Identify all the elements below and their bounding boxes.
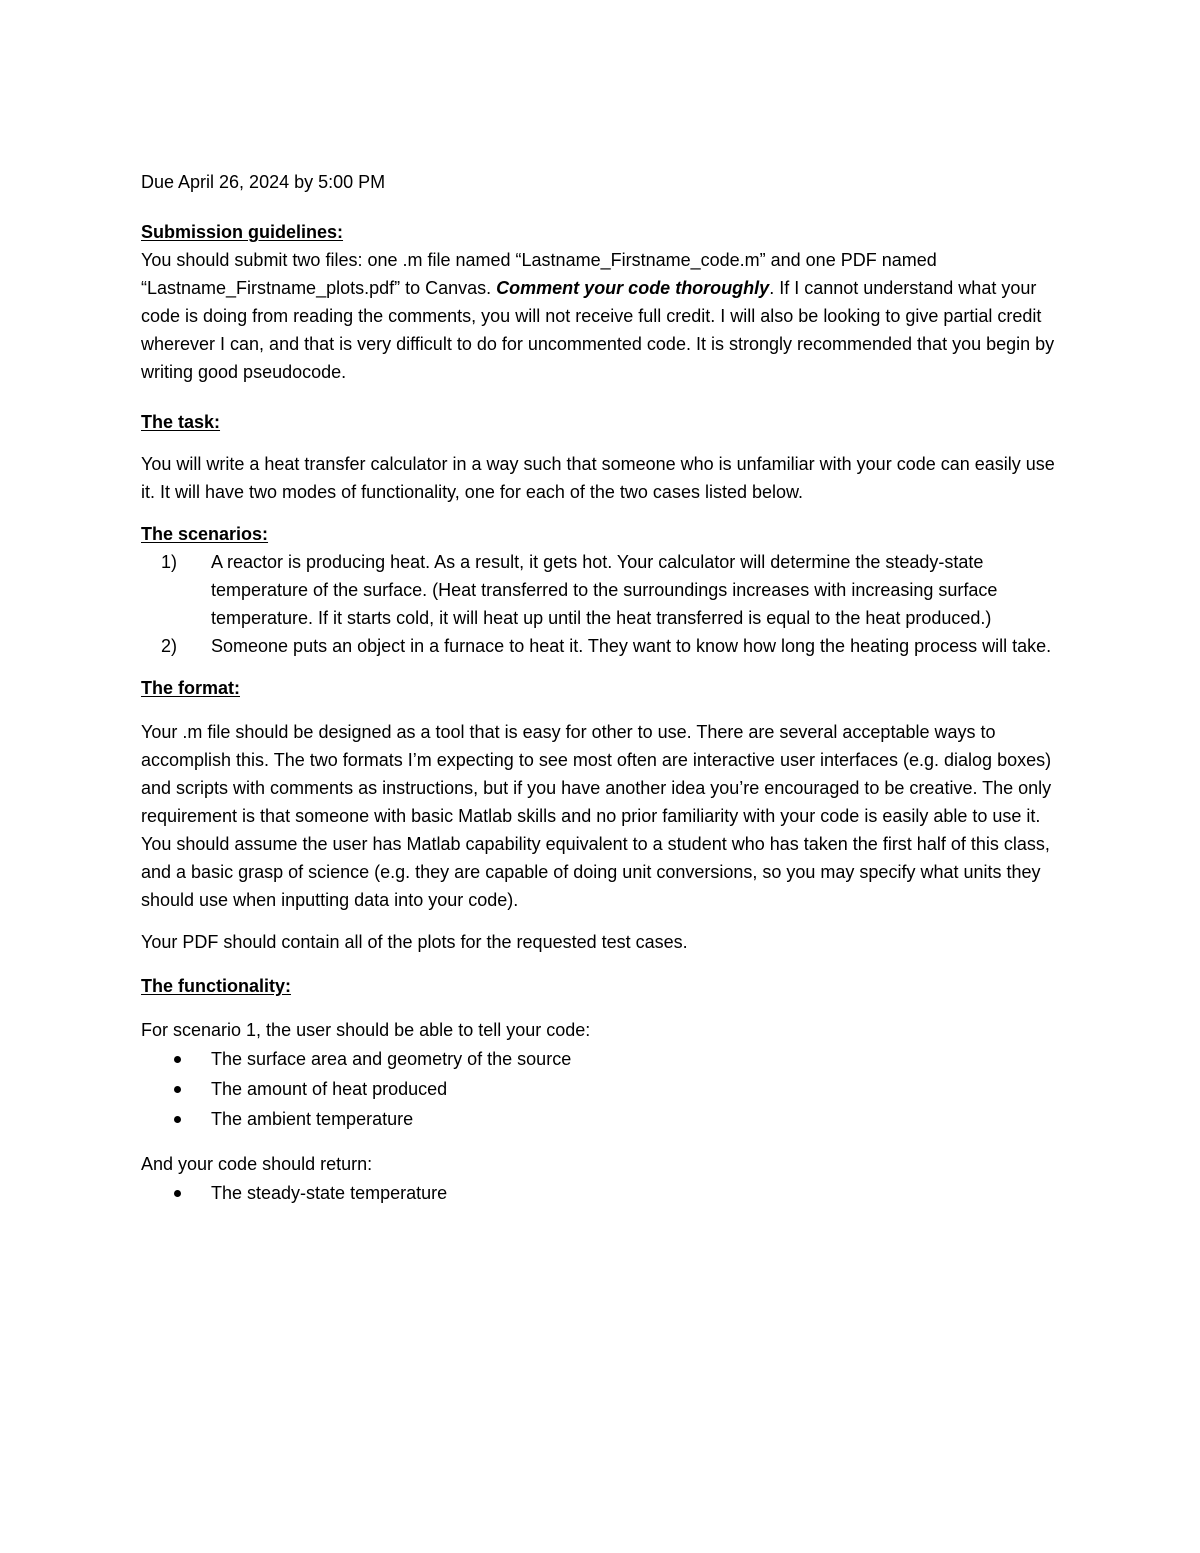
list-item [141, 1178, 1066, 1208]
bullet-icon [174, 1116, 181, 1123]
functionality-intro: For scenario 1, the user should be able to tell your code: [141, 1020, 591, 1040]
scenarios-heading: The scenarios: [141, 524, 269, 544]
list-item [141, 1044, 1066, 1074]
scenario-number: 1) [161, 552, 178, 572]
return-intro: And your code should return: [141, 1154, 373, 1174]
submission-text-end: . If I cannot understand what your code is doing from reading the comments, you will not receive full credit. I will also be looking to give partial credit wherever I can, and that is very difficult to do for uncommented code. It is strongly recommended that you begin by writing good pseudocode. [141, 278, 1055, 382]
list-item-text: The surface area and geometry of the source [211, 1049, 572, 1069]
bullet-icon [174, 1190, 181, 1197]
list-item-text: The amount of heat produced [211, 1079, 448, 1099]
scenario-text: Someone puts an object in a furnace to heat it. They want to know how long the heating process will take. [211, 636, 1052, 656]
submission-paragraph [141, 246, 1066, 386]
list-item-text: The ambient temperature [211, 1109, 414, 1129]
task-paragraph: You will write a heat transfer calculator in a way such that someone who is unfamiliar with your code can easily use it. It will have two modes of functionality, one for each of the two cases listed below. [141, 454, 1055, 502]
list-item [141, 1104, 1066, 1134]
functionality-heading: The functionality: [141, 976, 291, 996]
list-item-text: The steady-state temperature [211, 1183, 448, 1203]
format-heading: The format: [141, 678, 240, 698]
bullet-icon [174, 1086, 181, 1093]
pdf-paragraph: Your PDF should contain all of the plots for the requested test cases. [141, 932, 688, 952]
scenario-item [141, 632, 1066, 660]
task-heading: The task: [141, 412, 221, 432]
list-item [141, 1074, 1066, 1104]
bullet-icon [174, 1056, 181, 1063]
scenario-text: A reactor is producing heat. As a result, it gets hot. Your calculator will determine the steady-state temperature of the surface. (Heat transferred to the surroundings increases with increasing surface temperature. If it starts cold, it will heat up until the heat transferred is equal to the heat produced.) [211, 552, 998, 628]
submission-text-start: You should submit two files: one .m file named “Lastname_Firstname_code.m” and one PDF named “Lastname_Firstname_plots.pdf” to Canvas. [141, 250, 937, 298]
outputs-list [141, 1178, 1066, 1208]
submission-emphasis: Comment your code thoroughly [496, 278, 770, 298]
inputs-list [141, 1044, 1066, 1134]
document-page [141, 168, 1066, 1208]
scenarios-list [141, 548, 1066, 660]
format-paragraph: Your .m file should be designed as a tool that is easy for other to use. There are several acceptable ways to accomplish this. The two formats I’m expecting to see most often are interactive user interfaces (e.g. dialog boxes) and scripts with comments as instructions, but if you have another idea you’re encouraged to be creative. The only requirement is that someone with basic Matlab skills and no prior familiarity with your code is easily able to use it. You should assume the user has Matlab capability equivalent to a student who has taken the first half of this class, and a basic grasp of science (e.g. they are capable of doing unit conversions, so you may specify what units they should use when inputting data into your code). [141, 722, 1052, 910]
due-date: Due April 26, 2024 by 5:00 PM [141, 172, 386, 192]
scenario-number: 2) [161, 636, 178, 656]
scenario-item [141, 548, 1066, 632]
submission-heading: Submission guidelines: [141, 222, 344, 242]
